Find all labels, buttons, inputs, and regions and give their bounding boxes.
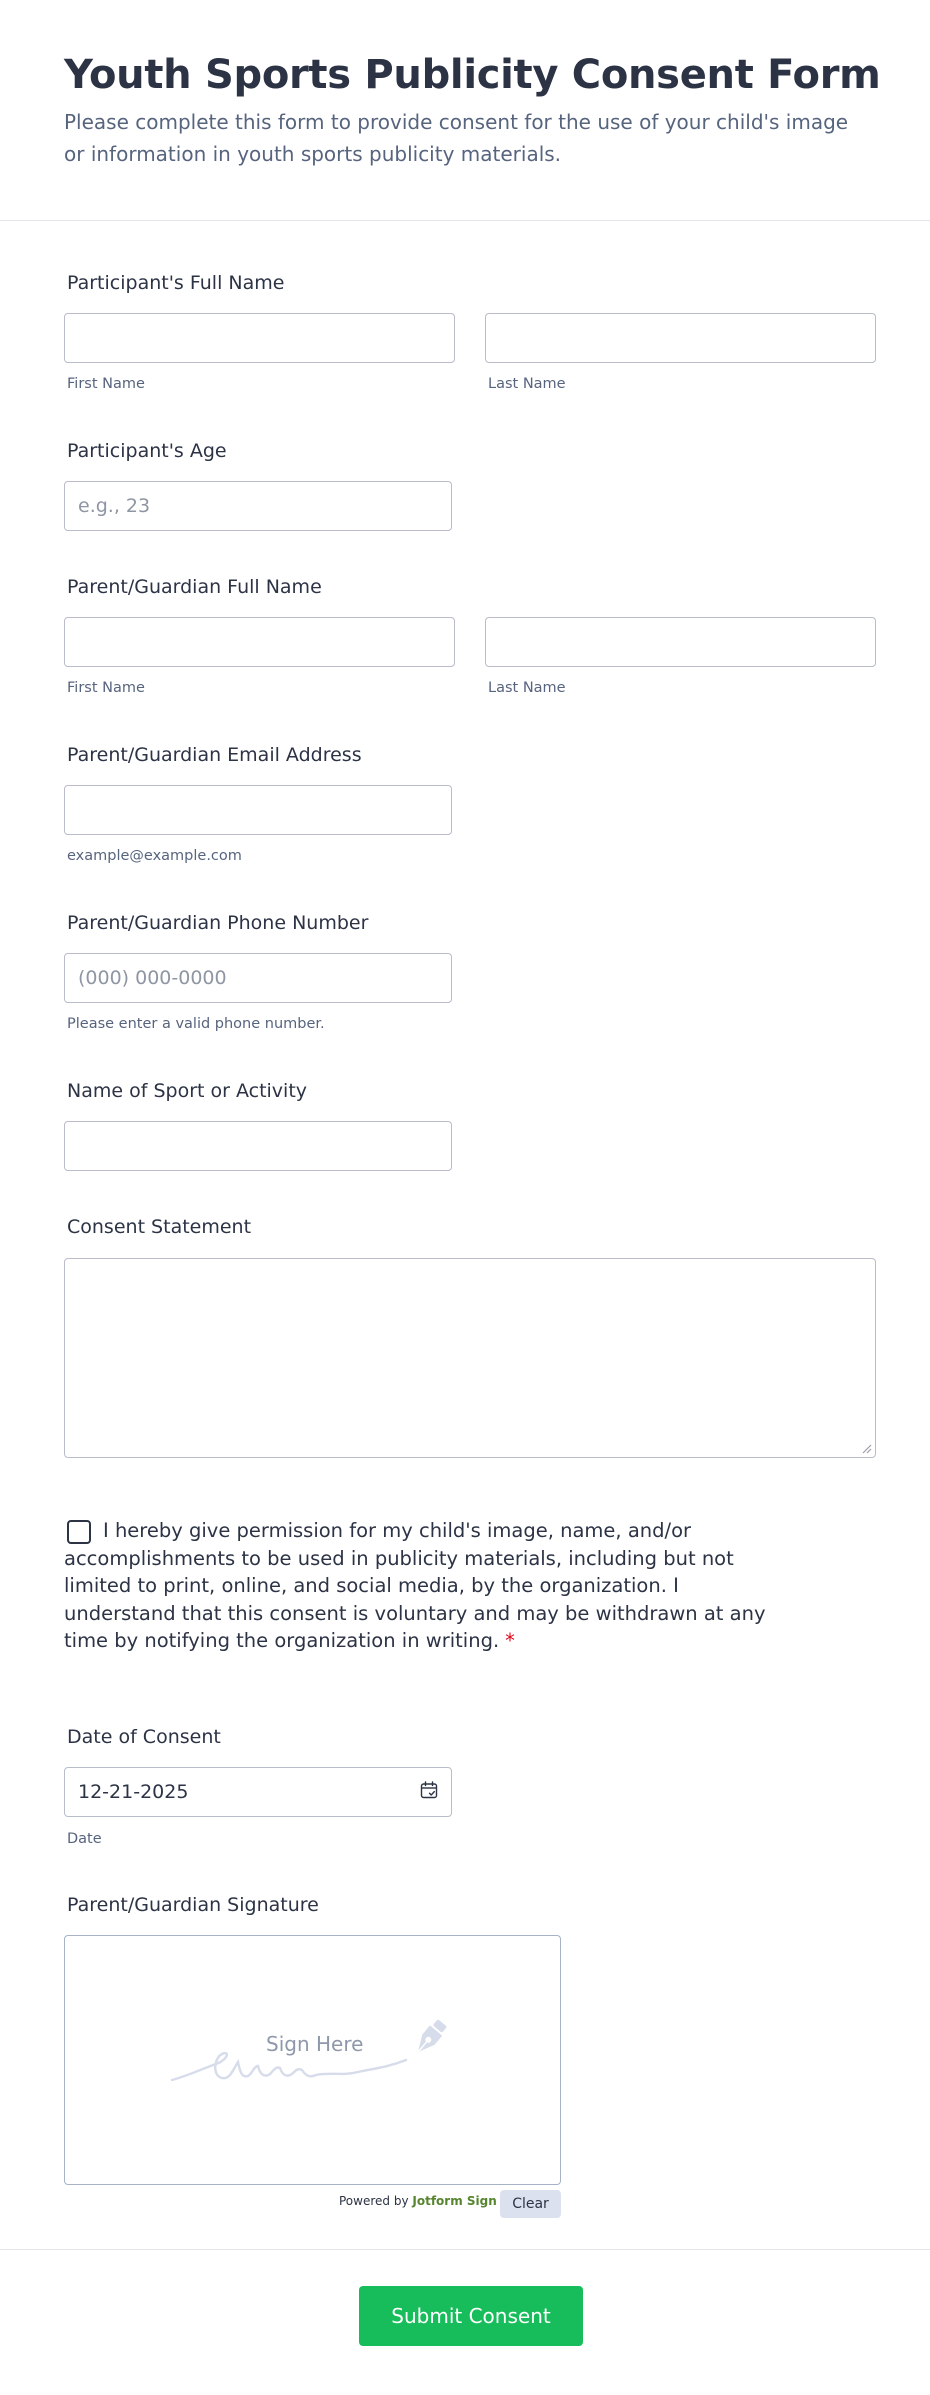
clear-signature-button[interactable]: Clear (500, 2190, 561, 2218)
required-mark: * (505, 1629, 515, 1652)
permission-checkbox[interactable] (67, 1520, 91, 1544)
guardian-phone-sublabel: Please enter a valid phone number. (67, 1016, 325, 1032)
guardian-phone-label: Parent/Guardian Phone Number (67, 912, 369, 934)
guardian-last-name-input[interactable] (485, 617, 876, 667)
signature-label: Parent/Guardian Signature (67, 1894, 319, 1916)
powered-by-text (339, 2194, 497, 2208)
date-input[interactable] (64, 1767, 452, 1817)
guardian-phone-input[interactable] (64, 953, 452, 1003)
calendar-icon[interactable] (420, 1781, 438, 1799)
form-title: Youth Sports Publicity Consent Form (64, 52, 881, 98)
guardian-last-name-sublabel: Last Name (488, 680, 566, 696)
form-subtitle: Please complete this form to provide consent for the use of your child's image or information in youth sports publicity materials. (64, 110, 849, 166)
participant-last-name-input[interactable] (485, 313, 876, 363)
participant-first-name-input[interactable] (64, 313, 455, 363)
jotform-sign-link[interactable]: Jotform Sign (412, 2194, 497, 2208)
form-header (0, 0, 930, 221)
powered-by-prefix: Powered by (339, 2194, 409, 2208)
sport-label: Name of Sport or Activity (67, 1080, 308, 1102)
pen-nib-icon (406, 2016, 452, 2062)
permission-text (64, 1517, 784, 1655)
permission-text-body: I hereby give permission for my child's image, name, and/or accomplishments to be used in publicity materials, including but not limited to print, online, and social media, by the organization. I understand that this consent is voluntary and may be withdrawn at any time by notifying the organization in writing. (64, 1519, 766, 1652)
guardian-first-name-input[interactable] (64, 617, 455, 667)
consent-statement-label: Consent Statement (67, 1216, 252, 1238)
date-label: Date of Consent (67, 1726, 221, 1748)
resize-grip-icon[interactable] (860, 1442, 872, 1454)
participant-last-name-sublabel: Last Name (488, 376, 566, 392)
footer-divider (0, 2249, 930, 2250)
consent-statement-textarea[interactable] (64, 1258, 876, 1458)
guardian-name-label: Parent/Guardian Full Name (67, 576, 322, 598)
participant-age-input[interactable] (64, 481, 452, 531)
guardian-email-label: Parent/Guardian Email Address (67, 744, 362, 766)
guardian-email-input[interactable] (64, 785, 452, 835)
guardian-first-name-sublabel: First Name (67, 680, 145, 696)
guardian-email-sublabel: example@example.com (67, 848, 242, 864)
participant-name-label: Participant's Full Name (67, 272, 285, 294)
participant-first-name-sublabel: First Name (67, 376, 145, 392)
participant-age-label: Participant's Age (67, 440, 227, 462)
submit-button[interactable]: Submit Consent (359, 2286, 583, 2346)
sign-here-text: Sign Here (266, 2032, 364, 2056)
date-sublabel: Date (67, 1831, 102, 1847)
sport-input[interactable] (64, 1121, 452, 1171)
